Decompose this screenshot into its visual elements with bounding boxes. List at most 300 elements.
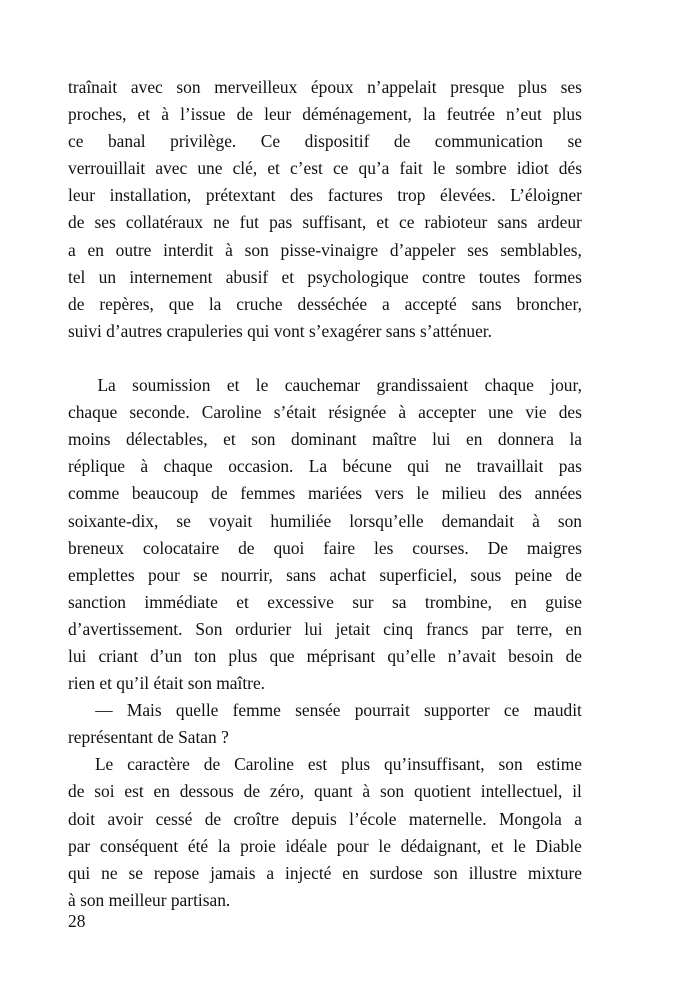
- word: en: [510, 591, 527, 612]
- word: leur: [68, 185, 96, 206]
- word: qu’a: [358, 158, 390, 179]
- word: une: [488, 402, 514, 423]
- word: le: [378, 835, 391, 856]
- word: ne: [213, 212, 230, 233]
- word: sa: [391, 591, 407, 612]
- word: privilège.: [170, 131, 237, 152]
- word: de: [68, 781, 85, 802]
- word: superficiel,: [379, 564, 458, 585]
- text-line: [68, 508, 582, 535]
- word: surdose: [369, 862, 423, 883]
- word: L’éloigner: [510, 185, 582, 206]
- word: sur: [352, 591, 374, 612]
- word: comme: [68, 483, 120, 504]
- word: chaque: [484, 375, 534, 396]
- word: lorsqu’elle: [349, 510, 424, 531]
- word: été: [187, 835, 209, 856]
- word: Son: [195, 618, 223, 639]
- word: quelle: [175, 700, 219, 721]
- word: vie: [525, 402, 547, 423]
- word: jour,: [550, 375, 582, 396]
- word: sans: [471, 293, 502, 314]
- word: prétextant: [205, 185, 276, 206]
- word: avec: [130, 77, 163, 97]
- word: ce: [68, 131, 84, 152]
- word: traînait: [68, 77, 118, 97]
- word: se: [567, 131, 582, 152]
- text-line: [68, 480, 582, 507]
- word: à: [225, 239, 233, 260]
- text-line: [68, 860, 582, 887]
- text-line: [68, 833, 582, 860]
- word: à: [161, 104, 169, 125]
- text-line: [68, 535, 582, 562]
- word: bécune: [342, 456, 392, 477]
- word: des: [290, 185, 314, 206]
- word: ses: [560, 77, 582, 97]
- text-line: [68, 453, 582, 480]
- word: et: [267, 158, 280, 179]
- text-line: représentant de Satan ?: [68, 727, 229, 748]
- word: maternelle.: [408, 808, 487, 829]
- word: guise: [545, 591, 582, 612]
- word: chaque: [163, 456, 213, 477]
- word: son: [244, 239, 269, 260]
- word: de: [565, 564, 582, 585]
- word: internement: [129, 266, 213, 287]
- word: à: [532, 510, 540, 531]
- word: chaque: [68, 402, 118, 423]
- word: son: [498, 754, 523, 775]
- word: son: [379, 781, 405, 802]
- word: ce: [399, 212, 415, 233]
- word: besoin: [508, 645, 554, 666]
- word: plus: [552, 104, 582, 125]
- word: délectables,: [126, 429, 208, 450]
- word: de: [68, 293, 85, 314]
- word: depuis: [291, 808, 337, 829]
- text-line: [68, 264, 582, 291]
- word: verrouillait: [68, 158, 146, 179]
- word: vers: [374, 483, 404, 504]
- text-line: [68, 751, 582, 778]
- word: de: [238, 537, 255, 558]
- word: pour: [336, 835, 369, 856]
- word: la: [569, 429, 582, 450]
- word: colocataire: [142, 537, 220, 558]
- word: ardeur: [537, 212, 582, 233]
- word: interdit: [163, 239, 214, 260]
- word: fut: [239, 212, 259, 233]
- word: trop: [397, 185, 426, 206]
- text-line: [68, 806, 582, 833]
- word: des: [498, 483, 522, 504]
- word: par: [481, 618, 504, 639]
- word: est: [307, 754, 328, 775]
- word: n’appelait: [367, 77, 437, 97]
- word: sous: [470, 564, 502, 585]
- word: s’était: [273, 402, 317, 423]
- text-line: [68, 237, 582, 264]
- word: à: [140, 456, 149, 477]
- word: méprisant: [306, 645, 376, 666]
- word: tel: [68, 266, 86, 287]
- word: qui: [407, 456, 430, 477]
- word: mariées: [308, 483, 363, 504]
- word: la: [217, 835, 231, 856]
- word: sombre: [455, 158, 507, 179]
- word: croître: [233, 808, 279, 829]
- word: que: [269, 645, 295, 666]
- word: Caroline: [234, 754, 294, 775]
- word: abusif: [225, 266, 269, 287]
- word: nourrir,: [220, 564, 273, 585]
- word: ne: [444, 456, 462, 477]
- word: à: [398, 402, 407, 423]
- word: maudit: [533, 700, 582, 721]
- paragraph-indent: [68, 751, 81, 778]
- word: francs: [425, 618, 469, 639]
- word: ses: [94, 212, 116, 233]
- word: injecté: [285, 862, 332, 883]
- word: collatéraux: [125, 212, 204, 233]
- word: ton: [194, 645, 217, 666]
- page-number: 28: [68, 911, 86, 931]
- word: maigres: [526, 537, 582, 558]
- word: achat: [329, 564, 367, 585]
- word: plus: [228, 645, 258, 666]
- word: milieu: [441, 483, 487, 504]
- word: de: [211, 483, 228, 504]
- word: trombine,: [424, 591, 493, 612]
- word: réplique: [68, 456, 125, 477]
- word: le: [416, 483, 429, 504]
- word: femme: [232, 700, 281, 721]
- word: sans: [286, 564, 317, 585]
- word: jamais: [210, 862, 256, 883]
- word: feutrée: [446, 104, 495, 125]
- word: plus: [517, 77, 547, 97]
- word: n’eut: [506, 104, 542, 125]
- word: sensée: [295, 700, 341, 721]
- word: le: [255, 375, 269, 396]
- word: jetait: [335, 618, 371, 639]
- word: factures: [327, 185, 383, 206]
- word: immédiate: [144, 591, 218, 612]
- word: communication: [434, 131, 543, 152]
- word: occasion.: [228, 456, 294, 477]
- word: la: [208, 293, 222, 314]
- word: accepté: [404, 293, 457, 314]
- word: toutes: [478, 266, 521, 287]
- word: soumission: [132, 375, 211, 396]
- word: et: [137, 104, 151, 125]
- word: son: [433, 862, 458, 883]
- word: emplettes: [68, 564, 135, 585]
- word: ce: [503, 700, 520, 721]
- word: outre: [115, 239, 152, 260]
- word: dédaignant,: [400, 835, 482, 856]
- text-line: [68, 778, 582, 805]
- word: zéro,: [269, 781, 305, 802]
- word: Le: [94, 754, 114, 775]
- word: presque: [450, 77, 505, 97]
- word: il: [572, 781, 582, 802]
- word: n’avait: [447, 645, 496, 666]
- word: est: [124, 781, 144, 802]
- word: terre,: [516, 618, 553, 639]
- text-line: [68, 74, 582, 101]
- word: quotient: [413, 781, 471, 802]
- word: dessous: [179, 781, 234, 802]
- word: repères,: [99, 293, 154, 314]
- word: ordurier: [235, 618, 292, 639]
- word: idéale: [285, 835, 328, 856]
- word: un: [98, 266, 117, 287]
- word: installation,: [109, 185, 192, 206]
- word: d’avertissement.: [68, 618, 183, 639]
- word: par: [68, 835, 91, 856]
- word: suffisant,: [302, 212, 367, 233]
- word: estime: [536, 754, 582, 775]
- word: demandait: [441, 510, 515, 531]
- word: élevées.: [440, 185, 496, 206]
- text-line: [68, 291, 582, 318]
- word: pisse-vinaigre: [280, 239, 379, 260]
- word: femmes: [240, 483, 296, 504]
- word: de: [204, 808, 222, 829]
- word: supporter: [424, 700, 490, 721]
- word: ce: [332, 158, 349, 179]
- text-line: [68, 101, 582, 128]
- word: illustre: [468, 862, 517, 883]
- word: avoir: [107, 808, 144, 829]
- text-line: [68, 643, 582, 670]
- word: intellectuel,: [480, 781, 563, 802]
- word: La: [97, 375, 116, 396]
- word: quant: [313, 781, 353, 802]
- word: qui: [68, 862, 91, 883]
- word: cinq: [383, 618, 414, 639]
- word: ne: [101, 862, 118, 883]
- word: De: [487, 537, 508, 558]
- word: Ce: [260, 131, 281, 152]
- word: excessive: [267, 591, 334, 612]
- word: grandissaient: [376, 375, 469, 396]
- word: d’un: [150, 645, 182, 666]
- paragraph-spacer: [68, 345, 582, 372]
- word: en: [565, 618, 582, 639]
- word: et: [376, 212, 389, 233]
- word: moins: [68, 429, 111, 450]
- word: a: [68, 239, 76, 260]
- word: qu’elle: [387, 645, 436, 666]
- word: la: [422, 104, 436, 125]
- word: et: [490, 835, 504, 856]
- word: a: [574, 808, 582, 829]
- word: de: [68, 212, 85, 233]
- word: des: [558, 402, 582, 423]
- word: accepter: [418, 402, 477, 423]
- word: Caroline: [201, 402, 262, 423]
- word: l’issue: [180, 104, 226, 125]
- word: donnera: [497, 429, 554, 450]
- word: maître: [372, 429, 417, 450]
- word: travaillait: [476, 456, 544, 477]
- word: cruche: [236, 293, 283, 314]
- word: à: [362, 781, 371, 802]
- word: dés: [558, 158, 582, 179]
- text-line: [68, 616, 582, 643]
- word: son: [557, 510, 582, 531]
- text-line: à son meilleur partisan.: [68, 889, 231, 910]
- word: résignée: [328, 402, 387, 423]
- word: doit: [68, 808, 96, 829]
- word: et: [223, 429, 236, 450]
- word: sans: [497, 212, 528, 233]
- word: ses: [467, 239, 489, 260]
- word: son: [176, 77, 201, 97]
- text-line: [68, 209, 582, 236]
- word: pas: [269, 212, 293, 233]
- word: lui: [68, 645, 87, 666]
- paragraph-3-dialogue: [68, 697, 582, 751]
- text-line: [68, 562, 582, 589]
- word: soi: [94, 781, 115, 802]
- word: clé,: [232, 158, 258, 179]
- word: de: [393, 131, 411, 152]
- word: le: [432, 158, 446, 179]
- word: et: [236, 591, 249, 612]
- word: déménagement,: [302, 104, 412, 125]
- word: le: [513, 835, 526, 856]
- word: qu’insuffisant,: [384, 754, 485, 775]
- word: seconde.: [129, 402, 190, 423]
- word: époux: [310, 77, 354, 97]
- paragraph-1: [68, 74, 582, 345]
- word: voyait: [208, 510, 253, 531]
- word: les: [374, 537, 394, 558]
- word: fait: [399, 158, 423, 179]
- word: en: [342, 862, 359, 883]
- word: caractère: [127, 754, 190, 775]
- word: de: [565, 645, 582, 666]
- word: pas: [558, 456, 582, 477]
- word: a: [381, 293, 390, 314]
- page-text-block: [68, 74, 582, 914]
- word: beaucoup: [131, 483, 199, 504]
- word: que: [168, 293, 194, 314]
- word: banal: [107, 131, 146, 152]
- word: proches,: [68, 104, 127, 125]
- text-line: rien et qu’il était son maître.: [68, 673, 266, 694]
- word: —: [95, 700, 113, 721]
- word: dominant: [290, 429, 357, 450]
- word: lui: [304, 618, 323, 639]
- word: proie: [240, 835, 276, 856]
- word: se: [176, 510, 191, 531]
- word: criant: [98, 645, 139, 666]
- word: plus: [341, 754, 371, 775]
- word: c’est: [289, 158, 323, 179]
- word: repose: [153, 862, 200, 883]
- word: de: [243, 781, 261, 802]
- word: rabioteur: [424, 212, 488, 233]
- word: broncher,: [516, 293, 582, 314]
- word: Diable: [535, 835, 582, 856]
- word: cessé: [155, 808, 193, 829]
- text-line: [68, 182, 582, 209]
- word: courses.: [412, 537, 469, 558]
- word: conséquent: [99, 835, 179, 856]
- text-line: [68, 426, 582, 453]
- word: psychologique: [307, 266, 409, 287]
- paragraph-indent: [68, 697, 81, 724]
- text-line: [68, 155, 582, 182]
- word: l’école: [349, 808, 397, 829]
- word: soixante-dix,: [68, 510, 159, 531]
- word: de: [236, 104, 253, 125]
- word: et: [226, 375, 240, 396]
- word: et: [281, 266, 295, 287]
- word: humiliée: [270, 510, 332, 531]
- word: leur: [264, 104, 292, 125]
- word: de: [203, 754, 221, 775]
- word: en: [153, 781, 170, 802]
- paragraph-indent: [68, 372, 81, 399]
- word: se: [128, 862, 143, 883]
- word: mixture: [527, 862, 582, 883]
- word: sanction: [68, 591, 126, 612]
- word: se: [193, 564, 208, 585]
- word: dispositif: [304, 131, 370, 152]
- word: breneux: [68, 537, 125, 558]
- word: son: [251, 429, 276, 450]
- word: desséchée: [297, 293, 368, 314]
- word: peine: [514, 564, 553, 585]
- word: Mais: [126, 700, 162, 721]
- text-line: [68, 372, 582, 399]
- paragraph-4: [68, 751, 582, 914]
- word: d’appeler: [389, 239, 456, 260]
- text-line: [68, 589, 582, 616]
- word: contre: [422, 266, 466, 287]
- word: en: [87, 239, 104, 260]
- text-line: [68, 128, 582, 155]
- word: quoi: [273, 537, 305, 558]
- word: Mongola: [499, 808, 562, 829]
- word: formes: [533, 266, 582, 287]
- paragraph-2: [68, 372, 582, 697]
- word: une: [197, 158, 223, 179]
- word: idiot: [516, 158, 549, 179]
- word: semblables,: [500, 239, 582, 260]
- word: La: [308, 456, 328, 477]
- word: cauchemar: [284, 375, 361, 396]
- word: pour: [147, 564, 180, 585]
- word: années: [534, 483, 582, 504]
- word: a: [266, 862, 275, 883]
- text-line: [68, 399, 582, 426]
- word: avec: [155, 158, 188, 179]
- word: faire: [323, 537, 356, 558]
- text-line: [68, 697, 582, 724]
- text-line: suivi d’autres crapuleries qui vont s’exagérer sans s’atténuer.: [68, 320, 492, 341]
- word: pourrait: [354, 700, 410, 721]
- word: en: [465, 429, 483, 450]
- word: merveilleux: [214, 77, 298, 97]
- word: lui: [432, 429, 451, 450]
